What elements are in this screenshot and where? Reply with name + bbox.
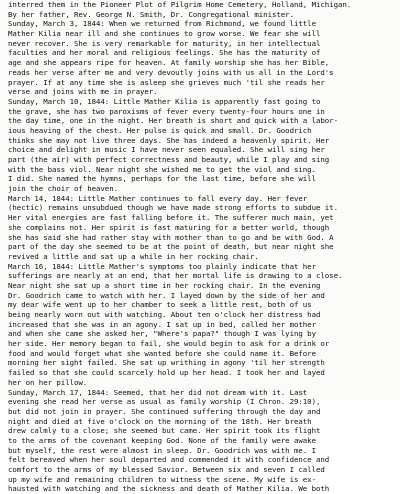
text-line: Her vital energies are fast falling before it. The sufferer much main, yet — [8, 213, 334, 223]
text-line: Mather Kilia near ill and she continues to grow worse. We fear she will — [8, 29, 321, 39]
text-line: up my wife and remaining children to witness the scene. My wife is ex- — [8, 474, 316, 484]
text-line: prayer. If at any time she is asleep she grieves much 'til she reads her — [8, 77, 325, 87]
text-line: her side. Her memory began to fail, she would begin to ask for a drink or — [8, 339, 330, 349]
text-line: her on her pillow. — [8, 377, 88, 387]
text-line: food and would forget what she wanted before she could name it. Before — [8, 348, 316, 358]
text-line: my dear wife went up to her chamber to seek a little rest, both of us — [8, 300, 312, 310]
text-line: failed so that she could scarcely hold up her head. I took her and layed — [8, 368, 325, 378]
text-line: the day time, one in the night. Her breath is short and quick with a labor- — [8, 116, 338, 126]
text-line: I did. She named the hymns, perhaps for the last time, before she will — [8, 174, 316, 184]
text-line: By her father, Rev. George N. Smith, Dr. Congregational minister. — [8, 9, 294, 19]
text-line: age and she appears ripe for heaven. At family worship she has her Bible, — [8, 58, 330, 68]
text-line: ious heaving of the chest. Her pulse is quick and small. Dr. Goodrich — [8, 125, 312, 135]
text-line: Near night she sat up a short time in her rocking chair. In the evening — [8, 280, 321, 290]
text-line: night and died at five o'clock on the morning of the 18th. Her breath — [8, 416, 312, 426]
text-line: March 16, 1844: Little Mather's symptoms too plainly indicate that her — [8, 261, 316, 271]
text-line: and when she came she asked her, "Where's papa?" though I was lying by — [8, 329, 316, 339]
text-line: revived a little and sat up a while in her rocking chair. — [8, 251, 259, 261]
text-line: (hectic) remains unsubdued though we have made strong efforts to subdue it. — [8, 203, 338, 213]
text-line: interred them in the Pioneer Plot of Pilgrim Home Cemetery, Holland, Michigan. — [8, 0, 352, 9]
text-line: morning her sight failed. She sat up writhing in agony 'til her strength — [8, 358, 325, 368]
text-line: she has said she had rather stay with mother than to go and be with God. A — [8, 232, 334, 242]
text-line: faculties and her moral and religious feelings. She has the maturity of — [8, 48, 321, 58]
text-line: reads her verse after me and very devoutly joins with us all in the Lord's — [8, 67, 334, 77]
text-line: evening she read her verse as usual as family worship (I Chron. 29:10), — [8, 397, 321, 407]
text-line: Sunday, March 3, 1844: When we returned from Richmond, we found little — [8, 19, 316, 29]
text-line: drew calmly to a close; she seemed but came. Her spirit took its flight — [8, 426, 321, 436]
text-line: increased that she was in an agony. I sat up in bed, called her mother — [8, 319, 316, 329]
text-line: Sunday, March 10, 1844: Little Mather Kilia is apparently fast going to — [8, 96, 321, 106]
text-line: March 14, 1844: Little Mather continues to fall every day. Her fever — [8, 193, 308, 203]
text-line: part (the air) with perfect correctness and beauty, while I play and sing — [8, 155, 330, 164]
text-line: Dr. Goodrich came to watch with her. I layed down by the side of her and — [8, 290, 325, 300]
text-line: felt bereaved when her soul departed and commended it with confidence and — [8, 455, 330, 465]
text-line: thinks she may not live three days. She has indeed a heavenly spirit. Her — [8, 135, 330, 145]
text-line: comfort to the arms of my blessed Savior. Between six and seven I called — [8, 465, 325, 474]
text-line: never recover. She is very remarkable for maturity, in her intellectual — [8, 38, 321, 48]
text-line: join the choir of heaven. — [8, 184, 118, 194]
text-line: with the bass viol. Near night she wished me to get the viol and sing. — [8, 164, 316, 174]
text-line: she complains not. Her spirit is fast maturing for a better world, though — [8, 222, 330, 232]
text-line: being nearly worn out with watching. About ten o'clock her distress had — [8, 310, 321, 319]
typewritten-text-block — [8, 0, 400, 494]
text-line: but did not join in prayer. She continued suffering through the day and — [8, 406, 321, 416]
text-line: Sunday, March 17, 1844: Seemed, that her did not dream with it. Last — [8, 387, 308, 397]
text-line: to the arms of the covenant keeping God. None of the family were awake — [8, 435, 316, 445]
text-line: but myself, the rest were almost in sleep. Dr. Goodrich was with me. I — [8, 445, 316, 455]
text-line: sufferings are nearly at an end, that her mortal life is drawing to a close. — [8, 271, 343, 281]
text-line: the grave, she has two paroxisms of fever every twenty-four hours one in — [8, 106, 325, 116]
text-line: choice and delight in music I have never seen equaled. She will sing her — [8, 145, 325, 155]
text-line: verse and joins with me in prayer. — [8, 87, 158, 97]
text-line: part of the day she seemed to be at the point of death, but near night she — [8, 242, 334, 252]
text-line: hausted with watching and the sickness and death of Mather Kilia. We both — [8, 484, 330, 494]
